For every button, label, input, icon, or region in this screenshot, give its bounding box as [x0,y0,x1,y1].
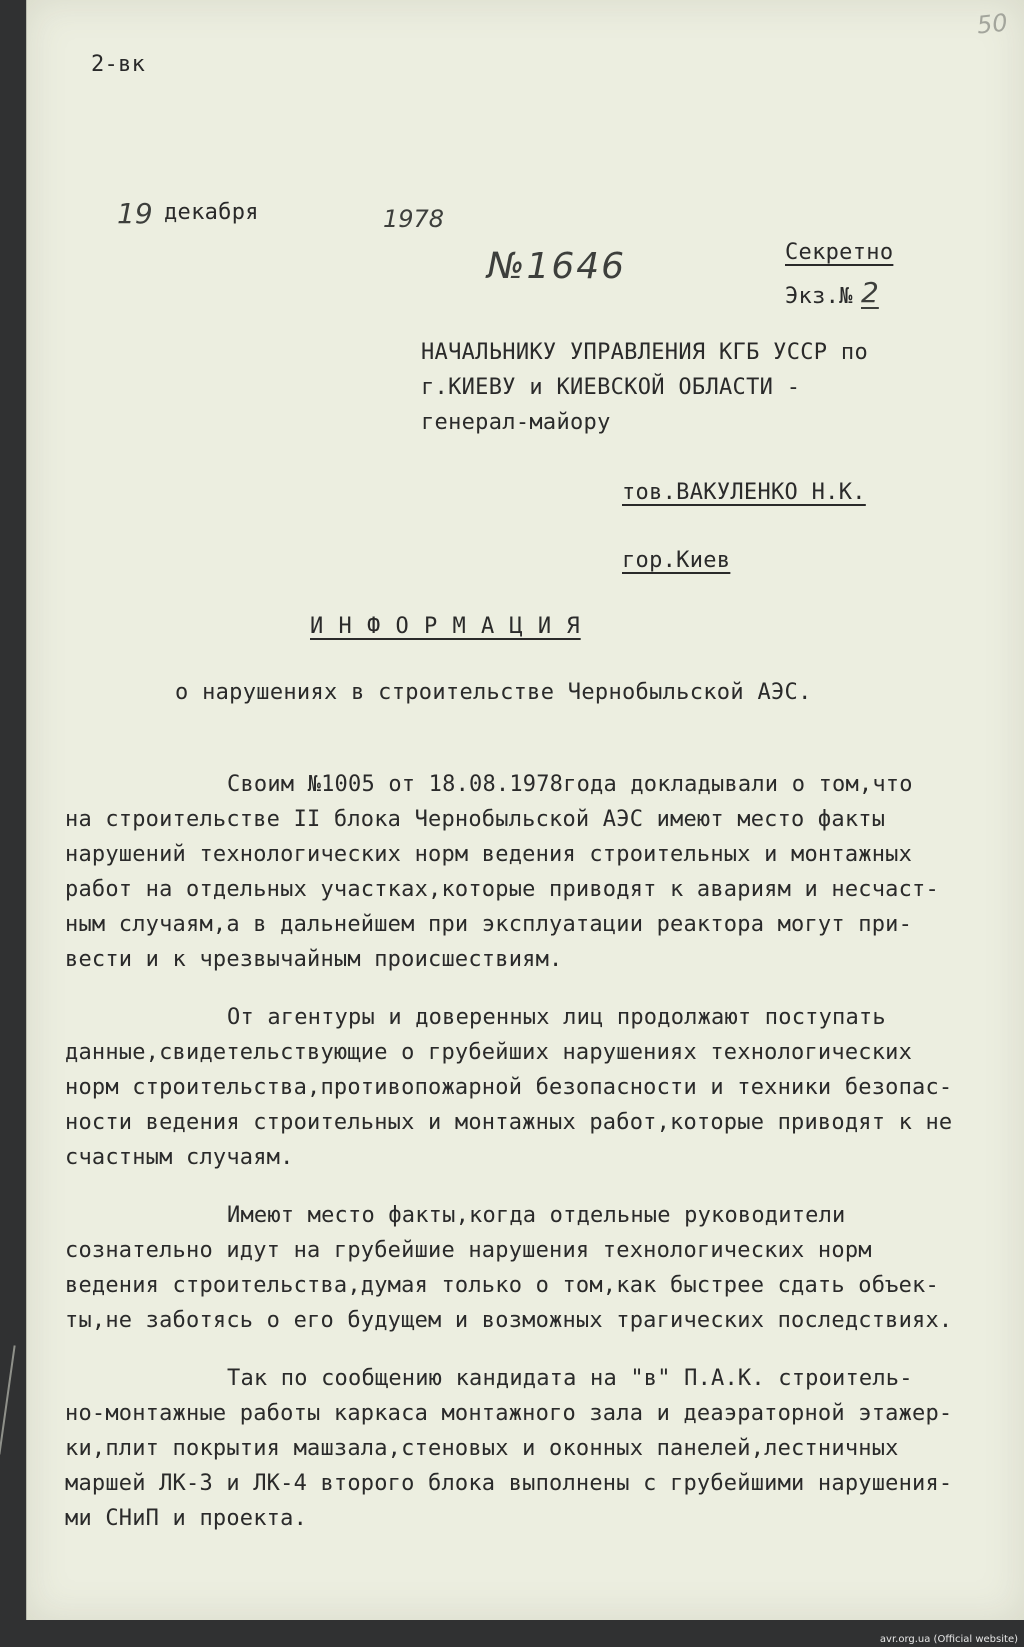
paragraph-3-line-4: ты,не заботясь о его будущем и возможных трагических последствиях. [65,1308,953,1333]
addressee-name: тов.ВАКУЛЕНКО Н.К. [622,480,866,505]
paragraph-2-line-4: ности ведения строительных и монтажных работ,которые приводят к не [65,1110,953,1135]
paragraph-1-line-1: Своим №1005 от 18.08.1978года докладывали о том,что [227,772,913,797]
source-credit: avr.org.ua (Official website) [879,1634,1018,1645]
paragraph-4-line-4: маршей ЛК-3 и ЛК-4 второго блока выполнены с грубейшими нарушения- [65,1471,953,1496]
paragraph-2-line-1: От агентуры и доверенных лиц продолжают поступать [227,1005,886,1030]
margin-pencil-mark [0,1345,16,1454]
paragraph-4-line-1: Так по сообщению кандидата на "в" П.А.К. строитель- [227,1366,913,1391]
paragraph-4-line-5: ми СНиП и проекта. [65,1506,308,1531]
paragraph-4-line-3: ки,плит покрытия машзала,стеновых и оконных панелей,лестничных [65,1436,899,1461]
paragraph-2-line-3: норм строительства,противопожарной безопасности и техники безопас- [65,1075,953,1100]
paragraph-1-line-4: работ на отдельных участках,которые приводят к авариям и несчаст- [65,877,939,902]
paragraph-3-line-1: Имеют место факты,когда отдельные руководители [227,1203,846,1228]
paragraph-3-line-2: сознательно идут на грубейшие нарушения технологических норм [65,1238,872,1263]
copy-label: Экз.№ [785,284,853,309]
document-title: И Н Ф О Р М А Ц И Я [310,614,581,639]
reference-number: 2-вк [91,52,146,77]
addressee-line-2: г.КИЕВУ и КИЕВСКОЙ ОБЛАСТИ - [421,375,801,400]
paragraph-2-line-5: счастным случаям. [65,1145,294,1170]
outgoing-number: №1646 [487,246,627,287]
handwritten-page-number: 50 [975,8,1009,40]
date-year: 1978 [383,205,445,233]
paragraph-1-line-5: ным случаям,а в дальнейшем при эксплуатации реактора могут при- [65,912,913,937]
paragraph-2-line-2: данные,свидетельствующие о грубейших нарушениях технологических [65,1040,913,1065]
copy-number: 2 [861,276,879,309]
paragraph-1-line-6: вести и к чрезвычайным происшествиям. [65,947,563,972]
date-month: декабря [164,200,259,225]
secrecy-stamp: Секретно [785,240,894,265]
addressee-line-3: генерал-майору [421,410,611,435]
document-subtitle: о нарушениях в строительстве Чернобыльской АЭС. [175,680,812,705]
paragraph-4-line-2: но-монтажные работы каркаса монтажного зала и деаэраторной этажер- [65,1401,953,1426]
document-page [26,0,1024,1620]
paragraph-3-line-3: ведения строительства,думая только о том,как быстрее сдать объек- [65,1273,939,1298]
paragraph-1-line-3: нарушений технологических норм ведения строительных и монтажных [65,842,913,867]
paragraph-1-line-2: на строительстве II блока Чернобыльской АЭС имеют место факты [65,807,886,832]
addressee-line-1: НАЧАЛЬНИКУ УПРАВЛЕНИЯ КГБ УССР по [421,340,868,365]
addressee-city: гор.Киев [622,548,731,573]
date-day: 19 [117,197,153,230]
